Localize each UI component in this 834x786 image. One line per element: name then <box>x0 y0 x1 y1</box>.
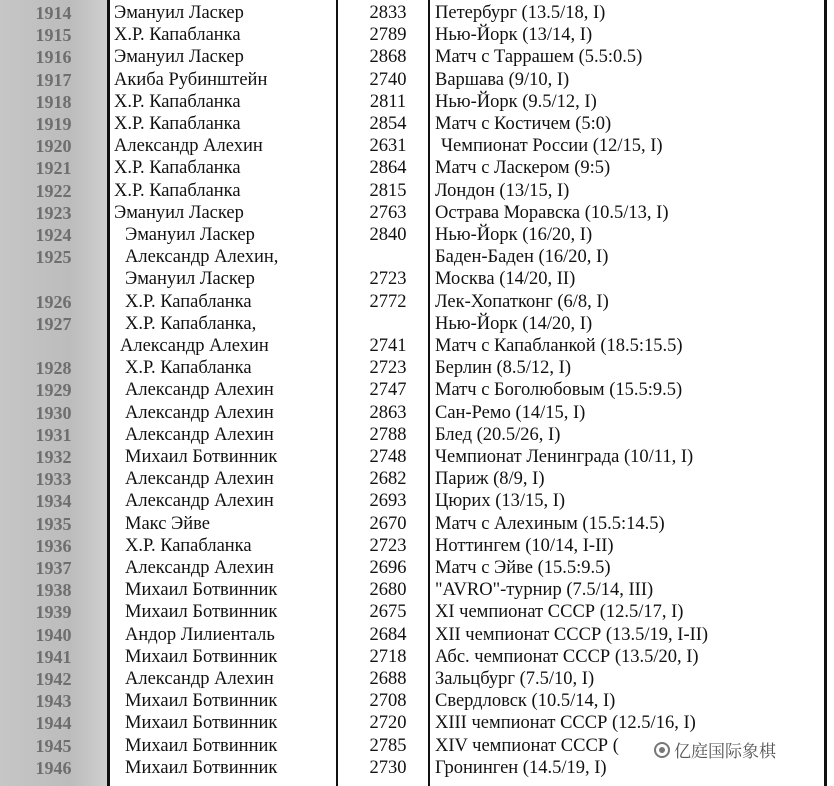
rating-cell: 2684 <box>369 624 407 645</box>
name-cell: Александр Алехин <box>125 402 274 423</box>
rating-cell: 2723 <box>369 358 407 379</box>
table-row <box>0 402 834 424</box>
table-row <box>0 690 834 712</box>
year-cell: 1941 <box>35 646 72 667</box>
table-row <box>0 313 834 335</box>
event-cell: Петербург (13.5/18, I) <box>435 3 606 23</box>
year-cell: 1942 <box>35 669 72 689</box>
watermark-text: 亿庭国际象棋 <box>674 742 776 762</box>
table-row <box>0 712 834 734</box>
year-cell: 1936 <box>35 535 72 556</box>
table-row <box>0 291 834 313</box>
rating-cell: 2815 <box>369 180 407 201</box>
name-cell: Александр Алехин <box>125 491 274 512</box>
event-cell: Нью-Йорк (13/14, I) <box>435 25 593 46</box>
year-cell: 1937 <box>35 558 72 578</box>
event-cell: XII чемпионат СССР (13.5/19, I-II) <box>435 624 709 645</box>
name-cell: Эмануил Ласкер <box>114 47 244 68</box>
table-row <box>0 24 834 46</box>
event-cell: XIV чемпионат СССР ( <box>435 735 619 756</box>
year-cell: 1934 <box>35 491 72 512</box>
name-cell: Х.Р. Капабланка <box>114 180 241 201</box>
year-cell: 1922 <box>35 180 72 201</box>
table-row <box>0 468 834 490</box>
name-cell: Михаил Ботвинник <box>125 646 278 667</box>
name-cell: Акиба Рубинштейн <box>114 69 268 90</box>
name-cell: Эмануил Ласкер <box>125 225 255 245</box>
year-cell: 1925 <box>35 247 72 268</box>
name-cell: Х.Р. Капабланка <box>114 114 241 134</box>
table-row <box>0 335 834 357</box>
name-cell: Михаил Ботвинник <box>125 447 278 467</box>
event-cell: Варшава (9/10, I) <box>435 69 570 90</box>
year-cell: 1932 <box>35 447 72 467</box>
table-row <box>0 513 834 535</box>
table-row <box>0 490 834 512</box>
event-cell: XI чемпионат СССР (12.5/17, I) <box>435 602 684 623</box>
rating-cell: 2748 <box>369 447 407 467</box>
event-cell: Гронинген (14.5/19, I) <box>435 757 607 778</box>
rating-cell: 2833 <box>369 3 407 23</box>
year-cell: 1921 <box>35 158 72 179</box>
table-row <box>0 46 834 68</box>
rating-cell: 2696 <box>369 558 407 578</box>
event-cell: Блед (20.5/26, I) <box>435 424 561 445</box>
year-cell: 1923 <box>35 202 72 223</box>
rating-cell: 2864 <box>369 158 407 179</box>
name-cell: Александр Алехин <box>114 136 263 157</box>
event-cell: Матч с Капабланкой (18.5:15.5) <box>435 336 683 356</box>
event-cell: Матч с Ласкером (9:5) <box>435 158 611 179</box>
rating-cell: 2863 <box>369 402 407 423</box>
rating-cell: 2747 <box>369 380 407 401</box>
rating-cell: 2670 <box>369 513 407 534</box>
name-cell: Михаил Ботвинник <box>125 602 278 623</box>
rating-cell: 2854 <box>369 114 407 134</box>
year-cell: 1944 <box>35 713 72 734</box>
table-row <box>0 180 834 202</box>
year-cell: 1940 <box>35 624 72 645</box>
table-row <box>0 557 834 579</box>
year-cell: 1926 <box>35 291 72 312</box>
name-cell: Х.Р. Капабланка <box>114 158 241 179</box>
event-cell: Москва (14/20, II) <box>435 269 576 290</box>
year-cell: 1931 <box>35 424 72 445</box>
name-cell: Михаил Ботвинник <box>125 757 278 778</box>
rating-cell: 2675 <box>369 602 407 623</box>
table-row <box>0 446 834 468</box>
name-cell: Александр Алехин, <box>125 247 279 268</box>
year-cell: 1927 <box>35 313 72 334</box>
event-cell: Острава Моравска (10.5/13, I) <box>435 202 669 223</box>
name-cell: Александр Алехин <box>120 336 269 356</box>
name-cell: Эмануил Ласкер <box>114 3 244 23</box>
table-row <box>0 379 834 401</box>
year-cell: 1928 <box>35 358 72 379</box>
name-cell: Михаил Ботвинник <box>125 691 278 712</box>
event-cell: Нью-Йорк (16/20, I) <box>435 225 593 245</box>
year-cell: 1938 <box>35 580 72 601</box>
table-row <box>0 2 834 24</box>
event-cell: XIII чемпионат СССР (12.5/16, I) <box>435 713 696 734</box>
rating-cell: 2741 <box>369 336 407 356</box>
year-cell: 1918 <box>35 91 72 112</box>
rating-cell: 2789 <box>369 25 407 46</box>
rating-cell: 2720 <box>369 713 407 734</box>
name-cell: Х.Р. Капабланка <box>125 535 252 556</box>
table-row <box>0 91 834 113</box>
event-cell: Матч с Боголюбовым (15.5:9.5) <box>435 380 683 401</box>
table-row <box>0 246 834 268</box>
rating-cell: 2772 <box>369 291 407 312</box>
name-cell: Александр Алехин <box>125 558 274 578</box>
rating-cell: 2718 <box>369 646 407 667</box>
event-cell: Баден-Баден (16/20, I) <box>435 247 609 268</box>
event-cell: Чемпионат России (12/15, I) <box>441 136 663 157</box>
rating-cell: 2680 <box>369 580 407 601</box>
event-cell: Чемпионат Ленинграда (10/11, I) <box>435 447 694 467</box>
year-cell: 1935 <box>35 513 72 534</box>
name-cell: Александр Алехин <box>125 669 274 689</box>
table-row <box>0 601 834 623</box>
rating-cell: 2682 <box>369 469 407 490</box>
event-cell: "AVRO"-турнир (7.5/14, III) <box>435 580 654 601</box>
name-cell: Андор Лилиенталь <box>125 624 275 645</box>
rating-cell: 2723 <box>369 535 407 556</box>
year-cell: 1945 <box>35 735 72 756</box>
table-row <box>0 646 834 668</box>
year-cell: 1914 <box>35 3 72 23</box>
rating-cell: 2740 <box>369 69 407 90</box>
rating-cell: 2688 <box>369 669 407 689</box>
name-cell: Александр Алехин <box>125 469 274 490</box>
year-cell: 1939 <box>35 602 72 623</box>
name-cell: Х.Р. Капабланка <box>125 291 252 312</box>
year-cell: 1943 <box>35 691 72 712</box>
year-cell: 1930 <box>35 402 72 423</box>
name-cell: Х.Р. Капабланка, <box>125 313 257 334</box>
year-cell: 1924 <box>35 225 72 245</box>
year-cell: 1917 <box>35 69 72 90</box>
year-cell: 1946 <box>35 757 72 778</box>
table-row <box>0 668 834 690</box>
table-row <box>0 268 834 290</box>
table-row <box>0 69 834 91</box>
rating-cell: 2723 <box>369 269 407 290</box>
rating-cell: 2730 <box>369 757 407 778</box>
year-cell: 1933 <box>35 469 72 490</box>
event-cell: Париж (8/9, I) <box>435 469 545 490</box>
event-cell: Берлин (8.5/12, I) <box>435 358 571 379</box>
name-cell: Александр Алехин <box>125 424 274 445</box>
event-cell: Цюрих (13/15, I) <box>435 491 566 512</box>
event-cell: Сан-Ремо (14/15, I) <box>435 402 586 423</box>
event-cell: Матч с Таррашем (5.5:0.5) <box>435 47 643 68</box>
name-cell: Макс Эйве <box>125 513 210 534</box>
table-row <box>0 624 834 646</box>
rating-cell: 2763 <box>369 202 407 223</box>
event-cell: Ноттингем (10/14, I-II) <box>435 535 614 556</box>
table-row <box>0 424 834 446</box>
rating-cell: 2811 <box>369 91 407 112</box>
year-cell: 1916 <box>35 47 72 68</box>
event-cell: Нью-Йорк (9.5/12, I) <box>435 91 597 112</box>
rating-cell: 2788 <box>369 424 407 445</box>
event-cell: Лек-Хопатконг (6/8, I) <box>435 291 609 312</box>
table-row <box>0 357 834 379</box>
event-cell: Лондон (13/15, I) <box>435 180 570 201</box>
table-row <box>0 113 834 135</box>
wechat-icon <box>654 742 670 758</box>
event-cell: Матч с Эйве (15.5:9.5) <box>435 558 611 578</box>
name-cell: Александр Алехин <box>125 380 274 401</box>
rating-cell: 2708 <box>369 691 407 712</box>
year-cell: 1929 <box>35 380 72 401</box>
table-row <box>0 135 834 157</box>
name-cell: Х.Р. Капабланка <box>114 25 241 46</box>
rating-cell: 2840 <box>369 225 407 245</box>
table-row <box>0 157 834 179</box>
name-cell: Михаил Ботвинник <box>125 580 278 601</box>
name-cell: Михаил Ботвинник <box>125 713 278 734</box>
event-cell: Свердловск (10.5/14, I) <box>435 691 616 712</box>
rating-cell: 2785 <box>369 735 407 756</box>
event-cell: Зальцбург (7.5/10, I) <box>435 669 595 689</box>
name-cell: Х.Р. Капабланка <box>114 91 241 112</box>
year-cell: 1919 <box>35 114 72 134</box>
table-row <box>0 579 834 601</box>
rating-cell: 2868 <box>369 47 407 68</box>
table-row <box>0 202 834 224</box>
year-cell: 1920 <box>35 136 72 157</box>
name-cell: Х.Р. Капабланка <box>125 358 252 379</box>
table-row <box>0 224 834 246</box>
event-cell: Матч с Костичем (5:0) <box>435 114 612 134</box>
event-cell: Нью-Йорк (14/20, I) <box>435 313 593 334</box>
event-cell: Матч с Алехиным (15.5:14.5) <box>435 513 665 534</box>
rating-cell: 2693 <box>369 491 407 512</box>
name-cell: Михаил Ботвинник <box>125 735 278 756</box>
rating-cell: 2631 <box>369 136 407 157</box>
event-cell: Абс. чемпионат СССР (13.5/20, I) <box>435 646 699 667</box>
name-cell: Эмануил Ласкер <box>114 202 244 223</box>
table-row <box>0 535 834 557</box>
watermark <box>650 737 780 762</box>
name-cell: Эмануил Ласкер <box>125 269 255 290</box>
year-cell: 1915 <box>35 25 72 46</box>
